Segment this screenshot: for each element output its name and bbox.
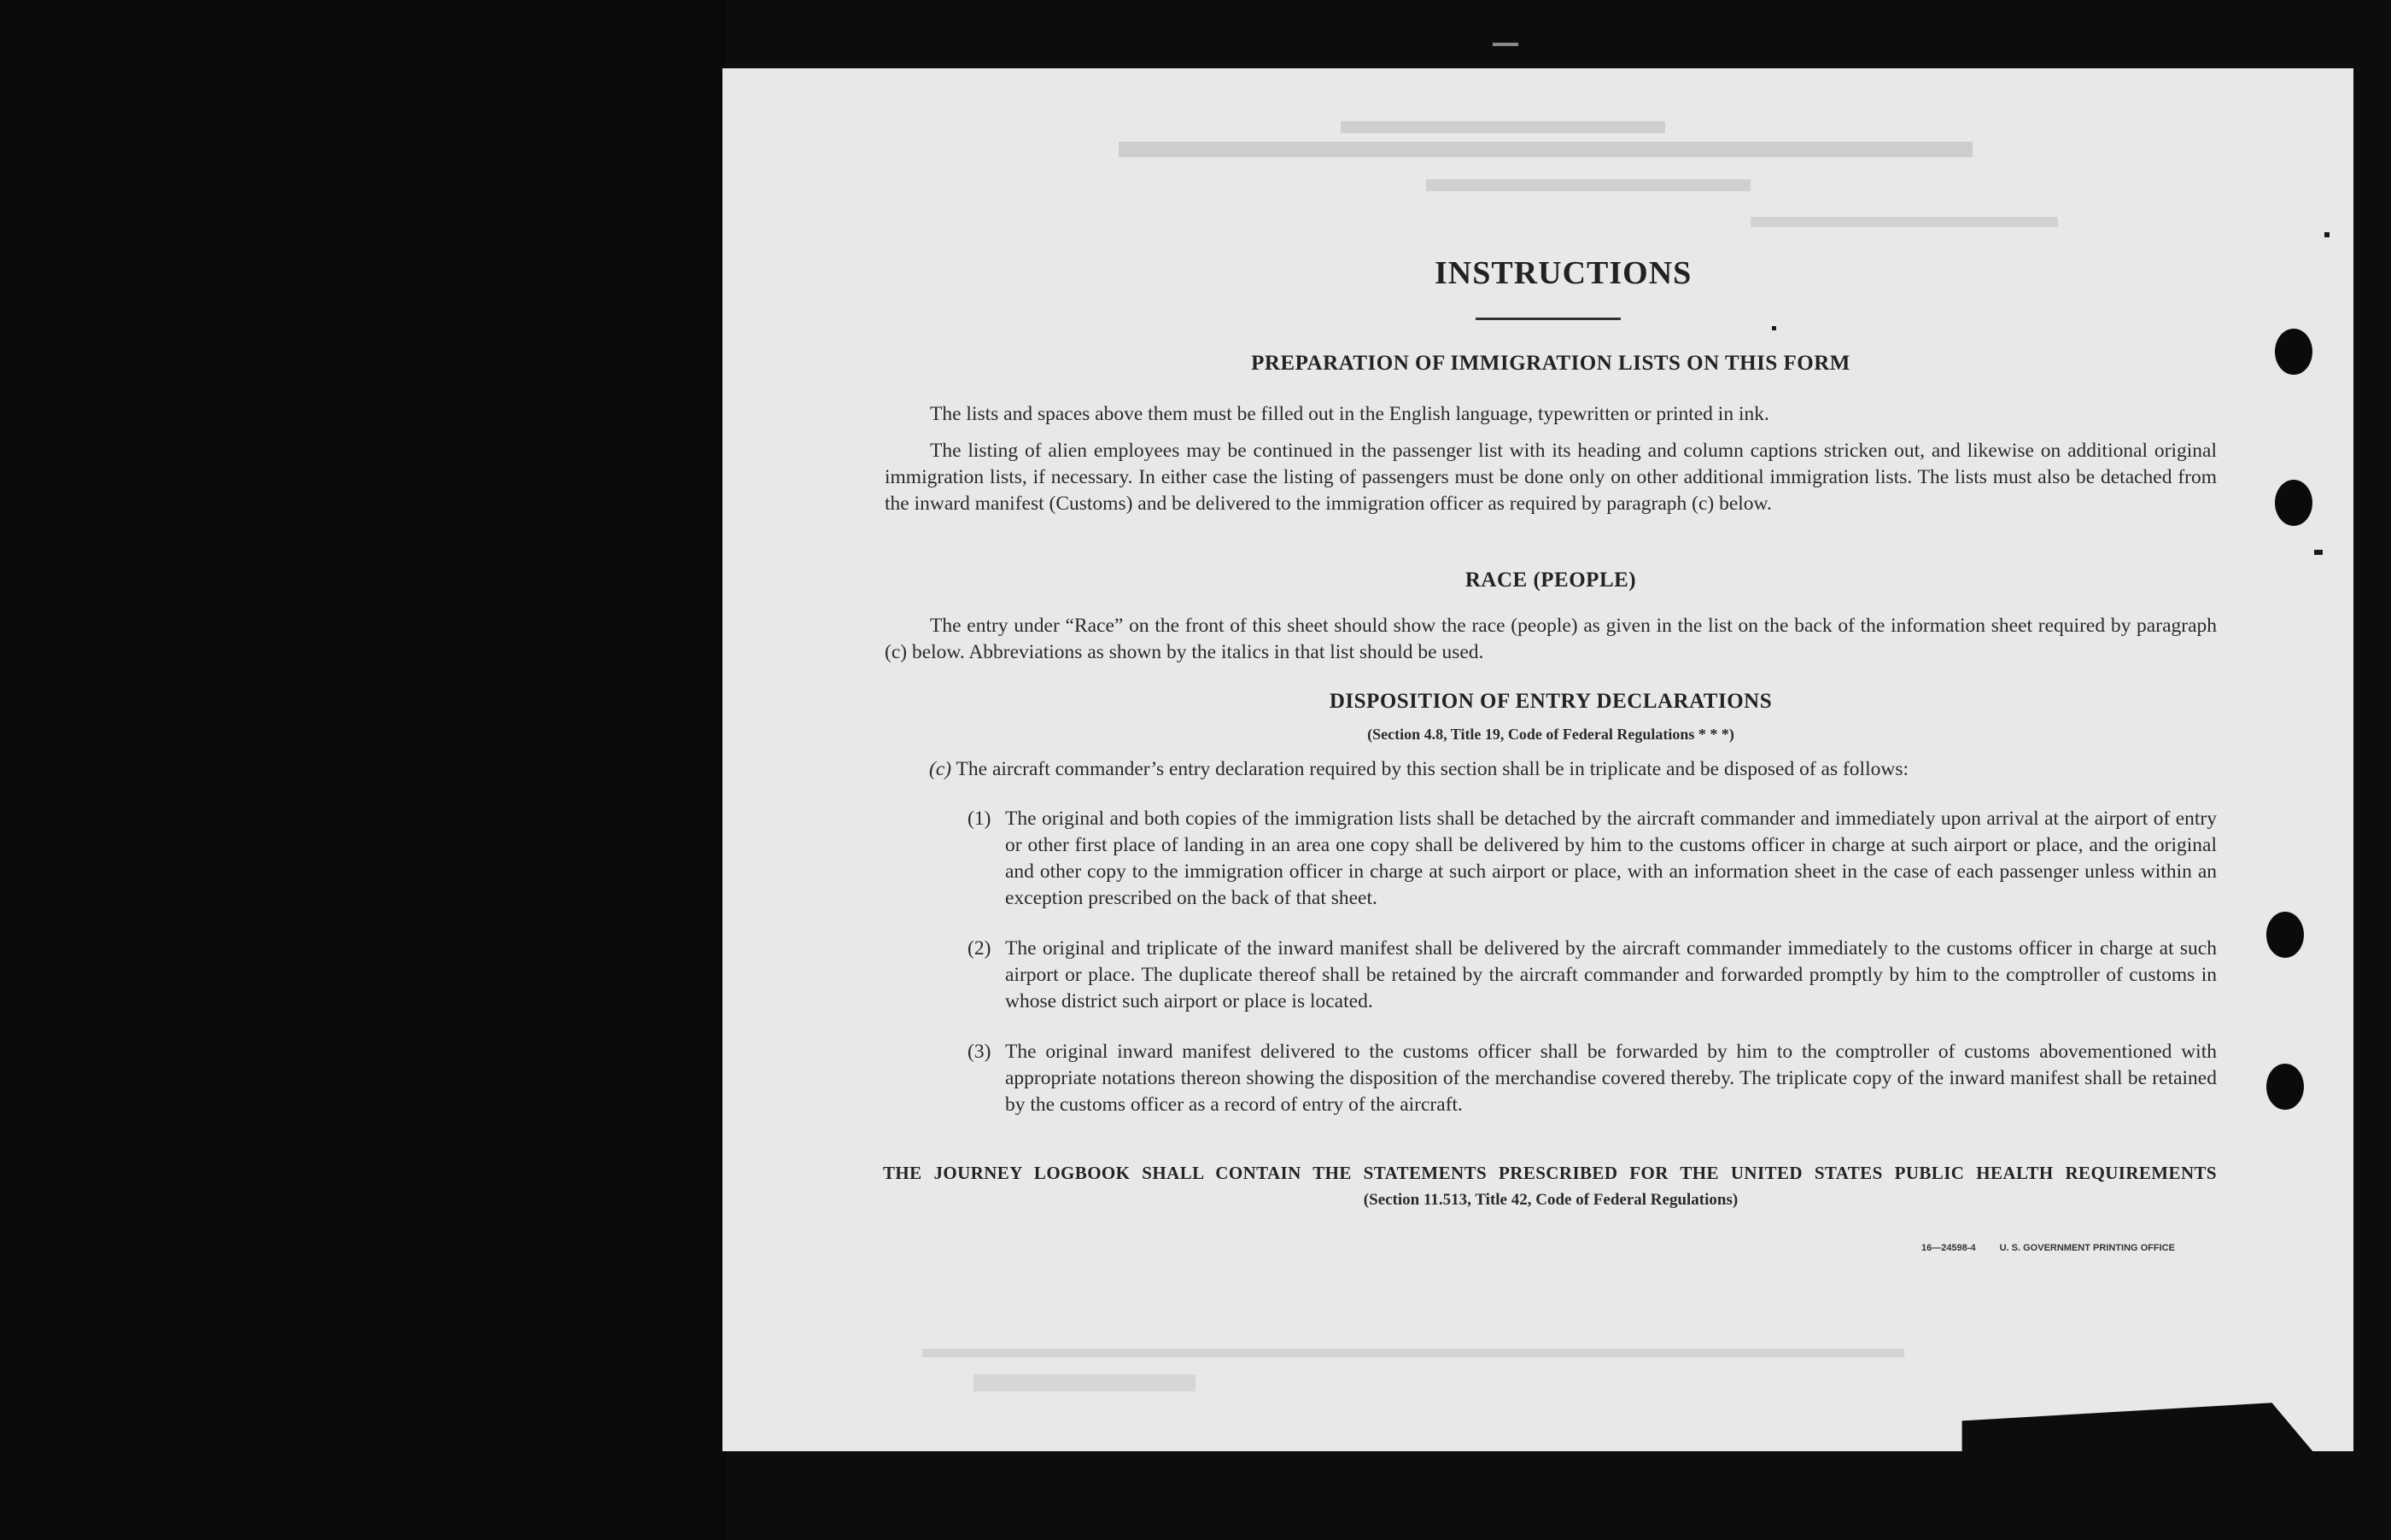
race-paragraph: The entry under “Race” on the front of this sheet should show the race (people) as given in the list on the back of the information sheet required by paragraph (c) below. Abbreviations as shown by the italics in that list should be used. [885, 615, 2217, 663]
bleed-through-signature [922, 1340, 1947, 1400]
punch-hole [2275, 480, 2312, 526]
disposition-intro-text: The aircraft commander’s entry declaration required by this section shall be in triplicate and be disposed of as follows: [956, 758, 1909, 780]
disposition-citation: (Section 4.8, Title 19, Code of Federal Regulations * * *) [1367, 726, 1734, 743]
item-number: (2) [968, 937, 991, 960]
scan-speck [1493, 43, 1518, 46]
disposition-intro-marker: (c) [929, 758, 952, 780]
disposition-intro [929, 756, 2217, 783]
item-number: (3) [968, 1041, 991, 1063]
page-title: INSTRUCTIONS [1435, 255, 1692, 291]
printer-name: U. S. GOVERNMENT PRINTING OFFICE [1999, 1243, 2175, 1253]
form-number: 16—24598-4 [1921, 1243, 1976, 1253]
punch-hole [2266, 912, 2304, 958]
item-text: The original and triplicate of the inward manifest shall be delivered by the aircraft commander immediately to the customs officer in charge at such airport or place. The duplicate thereof shall be retained by the aircraft commander and forwarded promptly by him to the comptroller of customs in whose district such airport or place is located. [1005, 937, 2217, 1012]
punch-hole [2275, 329, 2312, 375]
punch-hole [2266, 1064, 2304, 1110]
disposition-item-2 [968, 936, 2217, 1015]
bleed-through-header [1084, 121, 2280, 275]
preparation-heading: PREPARATION OF IMMIGRATION LISTS ON THIS FORM [1251, 352, 1850, 375]
scan-background [0, 0, 726, 1540]
title-underline [1476, 318, 1621, 320]
scan-speck [2314, 550, 2323, 555]
scan-speck [2324, 232, 2330, 237]
disposition-item-3 [968, 1039, 2217, 1118]
logbook-statement: THE JOURNEY LOGBOOK SHALL CONTAIN THE STATEMENTS PRESCRIBED FOR THE UNITED STATES PUBLIC HEALTH REQUIREMENTS [883, 1163, 2217, 1183]
item-text: The original and both copies of the immigration lists shall be detached by the aircraft commander and immediately upon arrival at the airport of entry or other first place of landing in an area one copy shall be delivered by him to the customs officer in charge at such airport or place, and the original and other copy to the immigration officer in charge at such airport or place, with an information sheet in the case of each passenger unless within an exception prescribed on the back of that sheet. [1005, 808, 2217, 909]
preparation-paragraph-2: The listing of alien employees may be continued in the passenger list with its heading and column captions stricken out, and likewise on additional original immigration lists, if necessary. In either case the listing of passengers must be done only on other additional immigration lists. The lists must also be detached from the inward manifest (Customs) and be delivered to the immigration officer as required by paragraph (c) below. [885, 440, 2217, 515]
scan-speck [1772, 326, 1776, 330]
logbook-citation: (Section 11.513, Title 42, Code of Federal Regulations) [1363, 1191, 1739, 1209]
race-heading: RACE (PEOPLE) [1464, 569, 1637, 592]
preparation-paragraph-1: The lists and spaces above them must be filled out in the English language, typewritten or printed in ink. [930, 403, 1769, 425]
disposition-item-1 [968, 806, 2217, 912]
item-number: (1) [968, 808, 991, 830]
item-text: The original inward manifest delivered to the customs officer shall be forwarded by him to the comptroller of customs abovementioned with appropriate notations thereon showing the disposition of the merchandise covered thereby. The triplicate copy of the inward manifest shall be retained by the customs officer as a record of entry of the aircraft. [1005, 1041, 2217, 1116]
disposition-heading: DISPOSITION OF ENTRY DECLARATIONS [1329, 690, 1773, 713]
printer-imprint [1921, 1243, 2175, 1253]
